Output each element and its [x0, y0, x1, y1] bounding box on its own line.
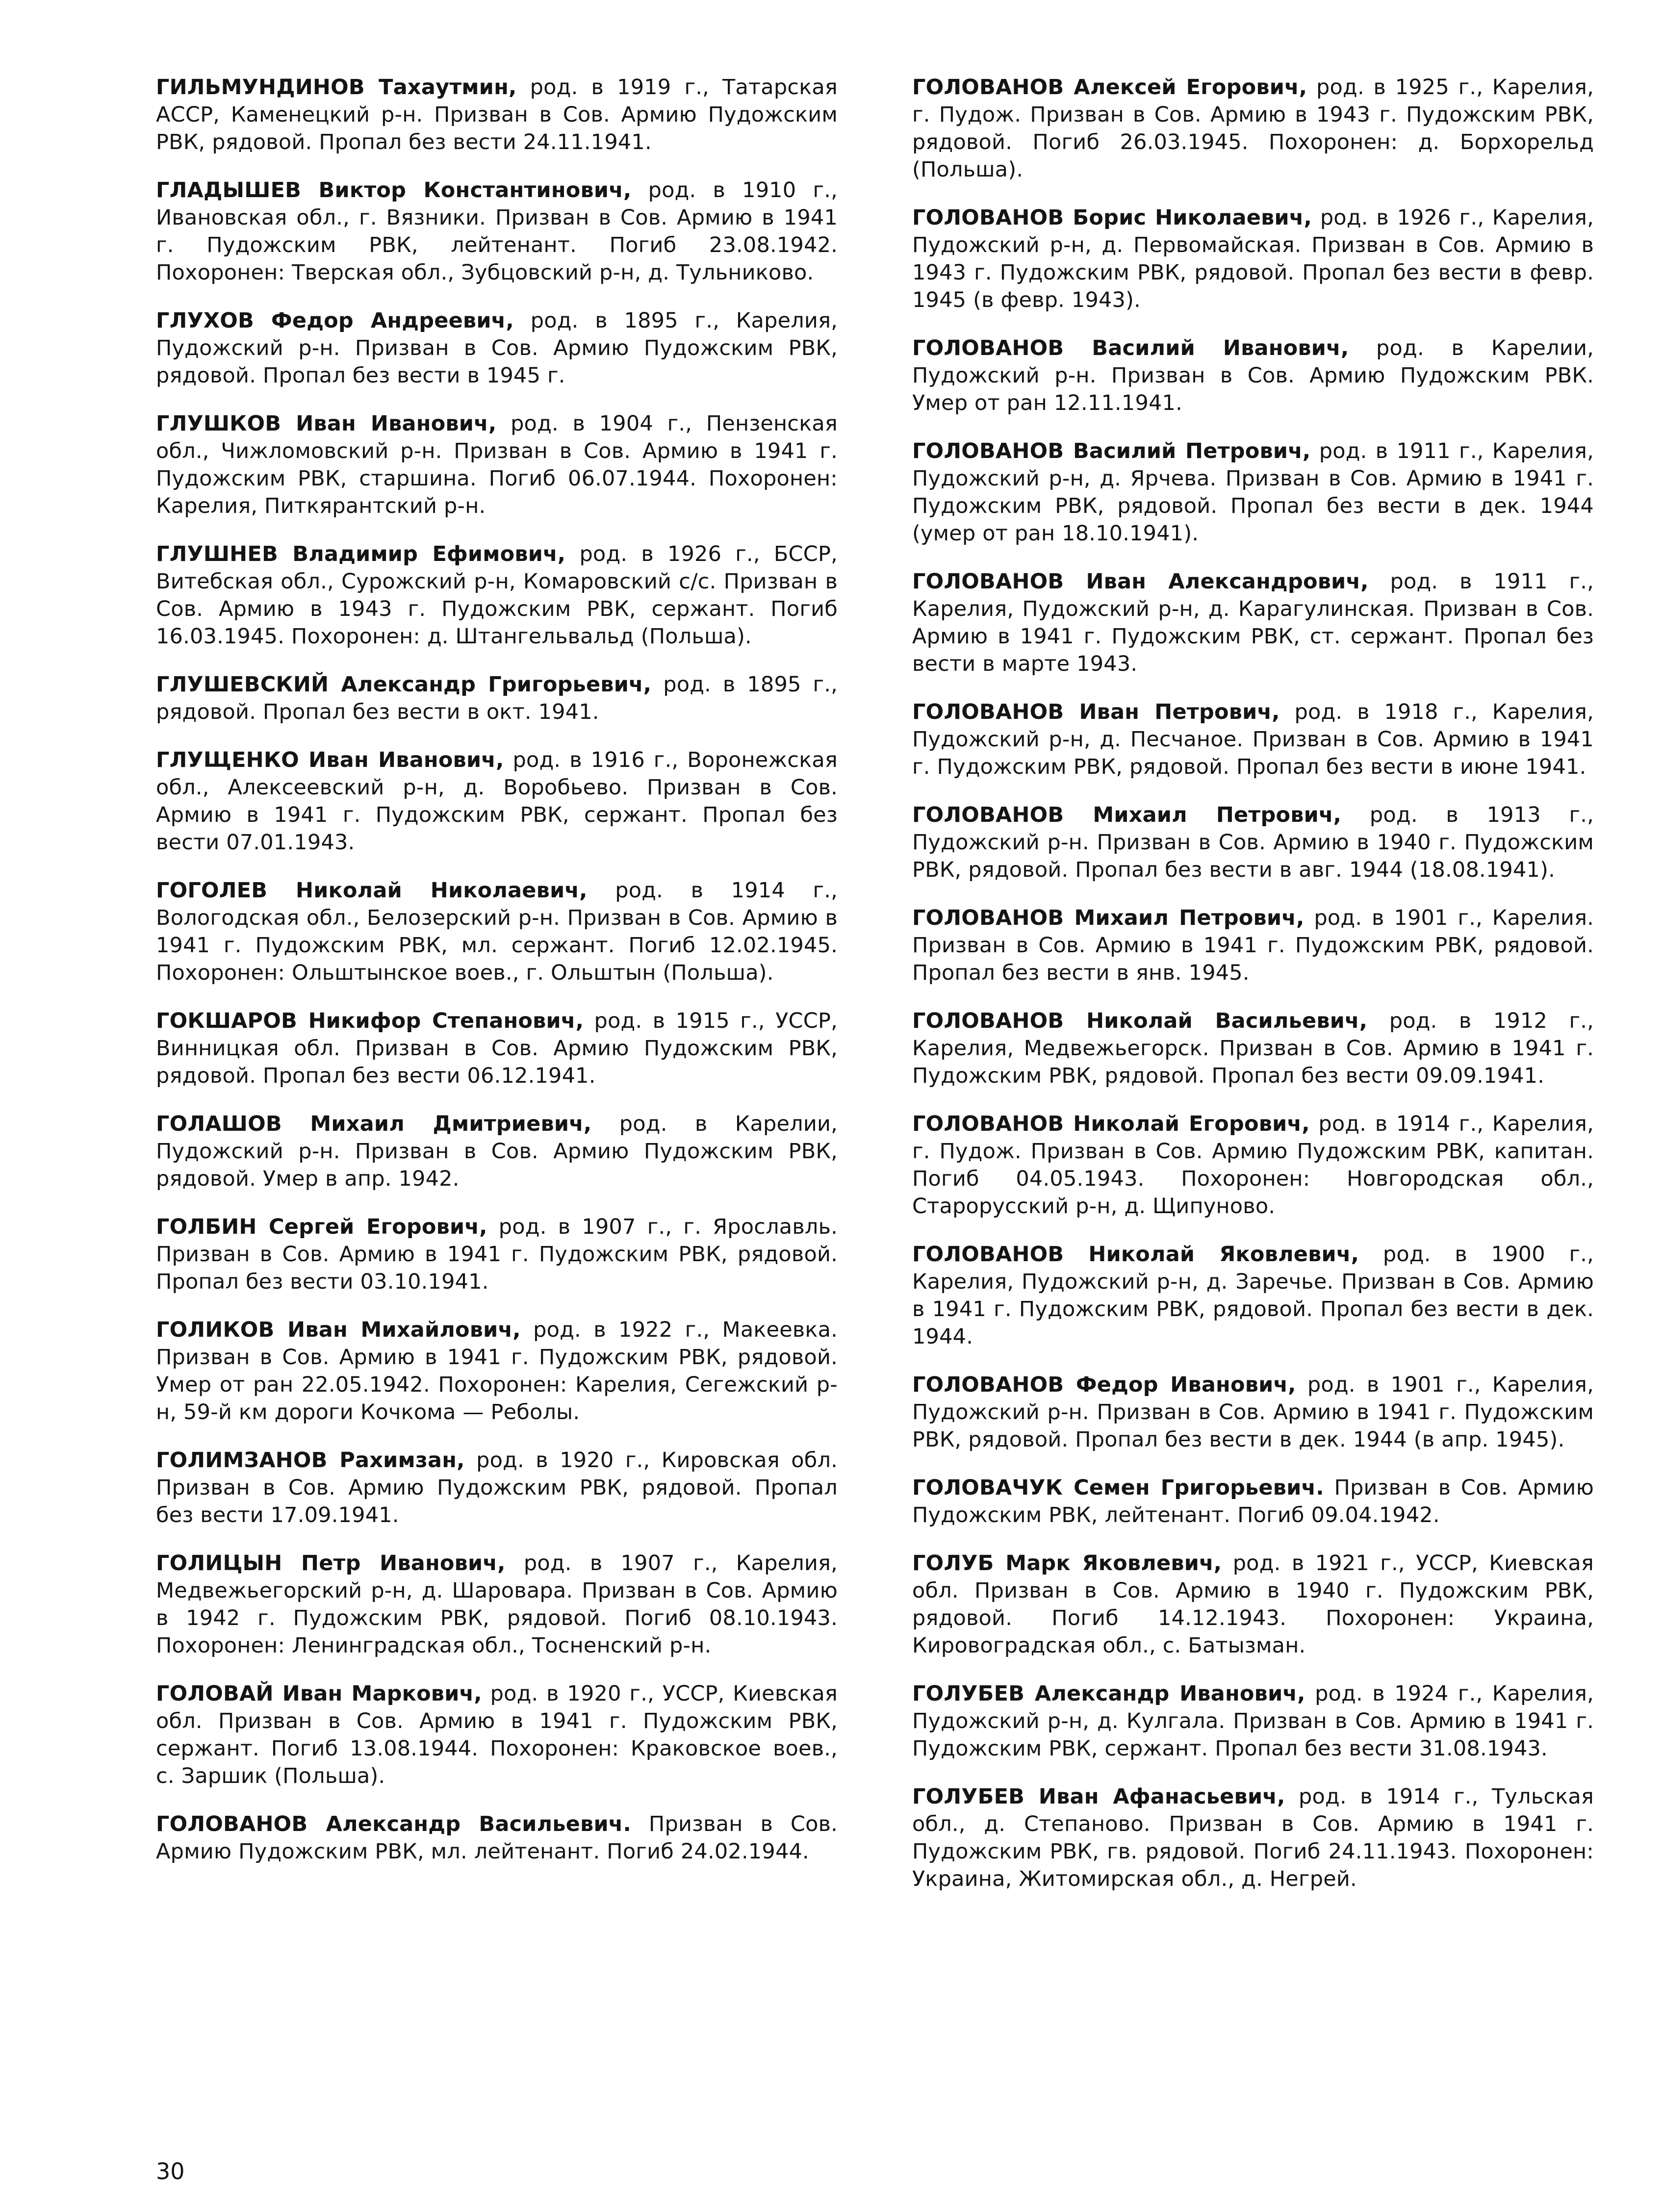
entry-text: род. в 1901 г., Карелия, Пудожский р-н. Призван в Сов. Армию в 1941 г. Пудожским РВК, рядовой. Пропал без вести в дек. 1944 (в апр. 1945).: [912, 1373, 1594, 1452]
biography-entry: [912, 1550, 1594, 1659]
biography-entry: [912, 204, 1594, 314]
biography-entry: [156, 1007, 838, 1090]
entry-text: род. в 1920 г., УССР, Киевская обл. Призван в Сов. Армию в 1941 г. Пудожским РВК, сержант. Погиб 13.08.1944. Похоронен: Краковское воев., с. Заршик (Польша).: [156, 1681, 838, 1788]
entry-name: ГОЛОВАНОВ Михаил Петрович,: [912, 906, 1305, 930]
entry-text: род. в 1922 г., Макеевка. Призван в Сов. Армию в 1941 г. Пудожским РВК, рядовой. Умер от ран 22.05.1942. Похоронен: Карелия, Сегежский р-н, 59-й км дороги Кочкома — Реболы.: [156, 1318, 838, 1424]
biography-entry: [156, 177, 838, 286]
entry-name: ГИЛЬМУНДИНОВ Тахаутмин,: [156, 75, 517, 100]
entry-name: ГОКШАРОВ Никифор Степанович,: [156, 1009, 584, 1033]
biography-entry: [912, 437, 1594, 547]
left-column: [156, 74, 838, 1886]
entry-text: род. в 1924 г., Карелия, Пудожский р-н, д. Кулгала. Призван в Сов. Армию в 1941 г. Пудожским РВК, сержант. Пропал без вести 31.08.1943.: [912, 1681, 1594, 1761]
entry-name: ГОЛБИН Сергей Егорович,: [156, 1215, 487, 1239]
entry-text: Призван в Сов. Армию Пудожским РВК, лейтенант. Погиб 09.04.1942.: [912, 1475, 1594, 1527]
entry-name: ГОЛОВАНОВ Федор Иванович,: [912, 1373, 1296, 1397]
entry-name: ГОЛИЦЫН Петр Иванович,: [156, 1551, 506, 1576]
biography-entry: [156, 1447, 838, 1529]
entry-name: ГОЛОВАНОВ Николай Егорович,: [912, 1112, 1310, 1136]
entry-text: род. в 1911 г., Карелия, Пудожский р-н, д. Ярчева. Призван в Сов. Армию в 1941 г. Пудожским РВК, рядовой. Пропал без вести в дек. 1944 (умер от ран 18.10.1941).: [912, 439, 1594, 546]
entry-text: род. в 1915 г., УССР, Винницкая обл. Призван в Сов. Армию Пудожским РВК, рядовой. Пропал без вести 06.12.1941.: [156, 1009, 838, 1088]
entry-name: ГОГОЛЕВ Николай Николаевич,: [156, 878, 588, 903]
biography-entry: [912, 1241, 1594, 1350]
biography-entry: [912, 904, 1594, 987]
entry-name: ГЛУЩЕНКО Иван Иванович,: [156, 748, 504, 772]
biography-entry: [156, 410, 838, 520]
entry-text: род. в 1912 г., Карелия, Медвежьегорск. Призван в Сов. Армию в 1941 г. Пудожским РВК, рядовой. Пропал без вести 09.09.1941.: [912, 1009, 1594, 1088]
biography-entry: [156, 540, 838, 650]
entry-name: ГОЛОВАНОВ Иван Александрович,: [912, 569, 1369, 594]
entry-name: ГЛУШНЕВ Владимир Ефимович,: [156, 542, 566, 566]
entry-text: род. в 1921 г., УССР, Киевская обл. Призван в Сов. Армию в 1940 г. Пудожским РВК, рядовой. Погиб 14.12.1943. Похоронен: Украина, Кировоградская обл., с. Батызман.: [912, 1551, 1594, 1658]
entry-name: ГОЛИМЗАНОВ Рахимзан,: [156, 1448, 465, 1473]
right-column: [912, 74, 1594, 1913]
biography-entry: [156, 746, 838, 856]
entry-text: род. в Карелии, Пудожский р-н. Призван в Сов. Армию Пудожским РВК. Умер от ран 12.11.1941.: [912, 336, 1594, 415]
entry-name: ГОЛОВАЙ Иван Маркович,: [156, 1681, 482, 1706]
biography-entry: [912, 1110, 1594, 1220]
entry-text: Призван в Сов. Армию Пудожским РВК, мл. лейтенант. Погиб 24.02.1944.: [156, 1812, 838, 1864]
biography-entry: [912, 1474, 1594, 1529]
entry-name: ГОЛУБ Марк Яковлевич,: [912, 1551, 1222, 1576]
biography-entry: [912, 74, 1594, 183]
entry-name: ГОЛИКОВ Иван Михайлович,: [156, 1318, 521, 1342]
biography-entry: [156, 1810, 838, 1865]
entry-name: ГОЛОВАНОВ Николай Васильевич,: [912, 1009, 1368, 1033]
biography-entry: [912, 1680, 1594, 1762]
biography-entry: [912, 1783, 1594, 1893]
entry-text: род. в 1895 г., Карелия, Пудожский р-н. Призван в Сов. Армию Пудожским РВК, рядовой. Пропал без вести в 1945 г.: [156, 308, 838, 388]
entry-name: ГЛУШКОВ Иван Иванович,: [156, 411, 497, 436]
entry-text: род. в 1910 г., Ивановская обл., г. Вязники. Призван в Сов. Армию в 1941 г. Пудожским РВК, лейтенант. Погиб 23.08.1942. Похоронен: Тверская обл., Зубцовский р-н, д. Тульниково.: [156, 178, 838, 285]
entry-name: ГОЛОВАНОВ Алексей Егорович,: [912, 75, 1307, 100]
entry-name: ГОЛОВАНОВ Иван Петрович,: [912, 700, 1280, 724]
biography-entry: [156, 671, 838, 726]
biography-entry: [156, 1316, 838, 1426]
entry-text: род. в 1895 г., рядовой. Пропал без вести в окт. 1941.: [156, 672, 838, 724]
biography-entry: [156, 877, 838, 987]
entry-text: род. в 1907 г., Карелия, Медвежьегорский р-н, д. Шароварa. Призван в Сов. Армию в 1942 г. Пудожским РВК, рядовой. Погиб 08.10.1943. Похоронен: Ленинградская обл., Тосненский р-н.: [156, 1551, 838, 1658]
entry-text: род. в 1918 г., Карелия, Пудожский р-н, д. Песчаное. Призван в Сов. Армию в 1941 г. Пудожским РВК, рядовой. Пропал без вести в июне 1941.: [912, 700, 1594, 779]
entry-text: род. в 1913 г., Пудожский р-н. Призван в Сов. Армию в 1940 г. Пудожским РВК, рядовой. Пропал без вести в авг. 1944 (18.08.1941).: [912, 803, 1594, 882]
entry-name: ГОЛОВАНОВ Борис Николаевич,: [912, 205, 1312, 230]
entry-name: ГОЛАШОВ Михаил Дмитриевич,: [156, 1112, 592, 1136]
entry-text: род. в 1914 г., Вологодская обл., Белозерский р-н. Призван в Сов. Армию в 1941 г. Пудожским РВК, мл. сержант. Погиб 12.02.1945. Похоронен: Ольштынское воев., г. Ольштын (Польша).: [156, 878, 838, 985]
entry-text: род. в 1901 г., Карелия. Призван в Сов. Армию в 1941 г. Пудожским РВК, рядовой. Пропал без вести в янв. 1945.: [912, 906, 1594, 985]
biography-entry: [912, 1371, 1594, 1453]
entry-text: род. в 1920 г., Кировская обл. Призван в Сов. Армию Пудожским РВК, рядовой. Пропал без вести 17.09.1941.: [156, 1448, 838, 1527]
entry-text: род. в 1926 г., БССР, Витебская обл., Сурожский р-н, Комаровский с/с. Призван в Сов. Армию в 1943 г. Пудожским РВК, сержант. Погиб 16.03.1945. Похоронен: д. Штангельвальд (Польша).: [156, 542, 838, 649]
biography-entry: [912, 334, 1594, 417]
entry-name: ГОЛОВАНОВ Василий Петрович,: [912, 439, 1311, 463]
entry-text: род. в 1919 г., Татарская АССР, Каменецкий р-н. Призван в Сов. Армию Пудожским РВК, рядовой. Пропал без вести 24.11.1941.: [156, 75, 838, 154]
biography-entry: [912, 698, 1594, 781]
entry-text: род. в 1900 г., Карелия, Пудожский р-н, д. Заречье. Призван в Сов. Армию в 1941 г. Пудожским РВК, рядовой. Пропал без вести в дек. 1944.: [912, 1242, 1594, 1349]
entry-name: ГЛАДЫШЕВ Виктор Константинович,: [156, 178, 632, 203]
entry-text: род. в 1911 г., Карелия, Пудожский р-н, д. Карагулинская. Призван в Сов. Армию в 1941 г. Пудожским РВК, ст. сержант. Пропал без вести в марте 1943.: [912, 569, 1594, 676]
biography-entry: [156, 1550, 838, 1659]
entry-text: род. в 1916 г., Воронежская обл., Алексеевский р-н, д. Воробьево. Призван в Сов. Армию в 1941 г. Пудожским РВК, сержант. Пропал без вести 07.01.1943.: [156, 748, 838, 855]
biography-entry: [156, 1213, 838, 1296]
entry-name: ГОЛОВАЧУК Семен Григорьевич.: [912, 1475, 1324, 1500]
biography-entry: [912, 1007, 1594, 1090]
entry-text: род. в 1907 г., г. Ярославль. Призван в Сов. Армию в 1941 г. Пудожским РВК, рядовой. Пропал без вести 03.10.1941.: [156, 1215, 838, 1294]
biography-entry: [156, 1110, 838, 1193]
entry-text: род. в 1926 г., Карелия, Пудожский р-н, д. Первомайская. Призван в Сов. Армию в 1943 г. Пудожским РВК, рядовой. Пропал без вести в февр. 1945 (в февр. 1943).: [912, 205, 1594, 312]
entry-name: ГОЛОВАНОВ Василий Иванович,: [912, 336, 1349, 360]
biography-entry: [156, 1680, 838, 1790]
entry-name: ГОЛОВАНОВ Николай Яковлевич,: [912, 1242, 1359, 1267]
biography-entry: [156, 74, 838, 156]
page-number: 30: [156, 2158, 185, 2185]
entry-text: род. в Карелии, Пудожский р-н. Призван в Сов. Армию Пудожским РВК, рядовой. Умер в апр. 1942.: [156, 1112, 838, 1191]
entry-text: род. в 1914 г., Тульская обл., д. Степаново. Призван в Сов. Армию в 1941 г. Пудожским РВК, гв. рядовой. Погиб 24.11.1943. Похоронен: Украина, Житомирская обл., д. Негрей.: [912, 1784, 1594, 1891]
entry-name: ГЛУШЕВСКИЙ Александр Григорьевич,: [156, 672, 652, 697]
biography-entry: [912, 568, 1594, 678]
entry-name: ГЛУХОВ Федор Андреевич,: [156, 308, 514, 333]
entry-name: ГОЛОВАНОВ Михаил Петрович,: [912, 803, 1342, 827]
entry-name: ГОЛУБЕВ Александр Иванович,: [912, 1681, 1305, 1706]
entry-name: ГОЛУБЕВ Иван Афанасьевич,: [912, 1784, 1285, 1809]
entry-text: род. в 1925 г., Карелия, г. Пудож. Призван в Сов. Армию в 1943 г. Пудожским РВК, рядовой. Погиб 26.03.1945. Похоронен: д. Борхорельд (Польша).: [912, 75, 1594, 182]
entry-name: ГОЛОВАНОВ Александр Васильевич.: [156, 1812, 632, 1836]
biography-entry: [156, 307, 838, 389]
entry-text: род. в 1904 г., Пензенская обл., Чижломовский р-н. Призван в Сов. Армию в 1941 г. Пудожским РВК, старшина. Погиб 06.07.1944. Похоронен: Карелия, Питкярантский р-н.: [156, 411, 838, 518]
entry-text: род. в 1914 г., Карелия, г. Пудож. Призван в Сов. Армию Пудожским РВК, капитан. Погиб 04.05.1943. Похоронен: Новгородская обл., Старорусский р-н, д. Щипуново.: [912, 1112, 1594, 1219]
biography-entry: [912, 801, 1594, 884]
